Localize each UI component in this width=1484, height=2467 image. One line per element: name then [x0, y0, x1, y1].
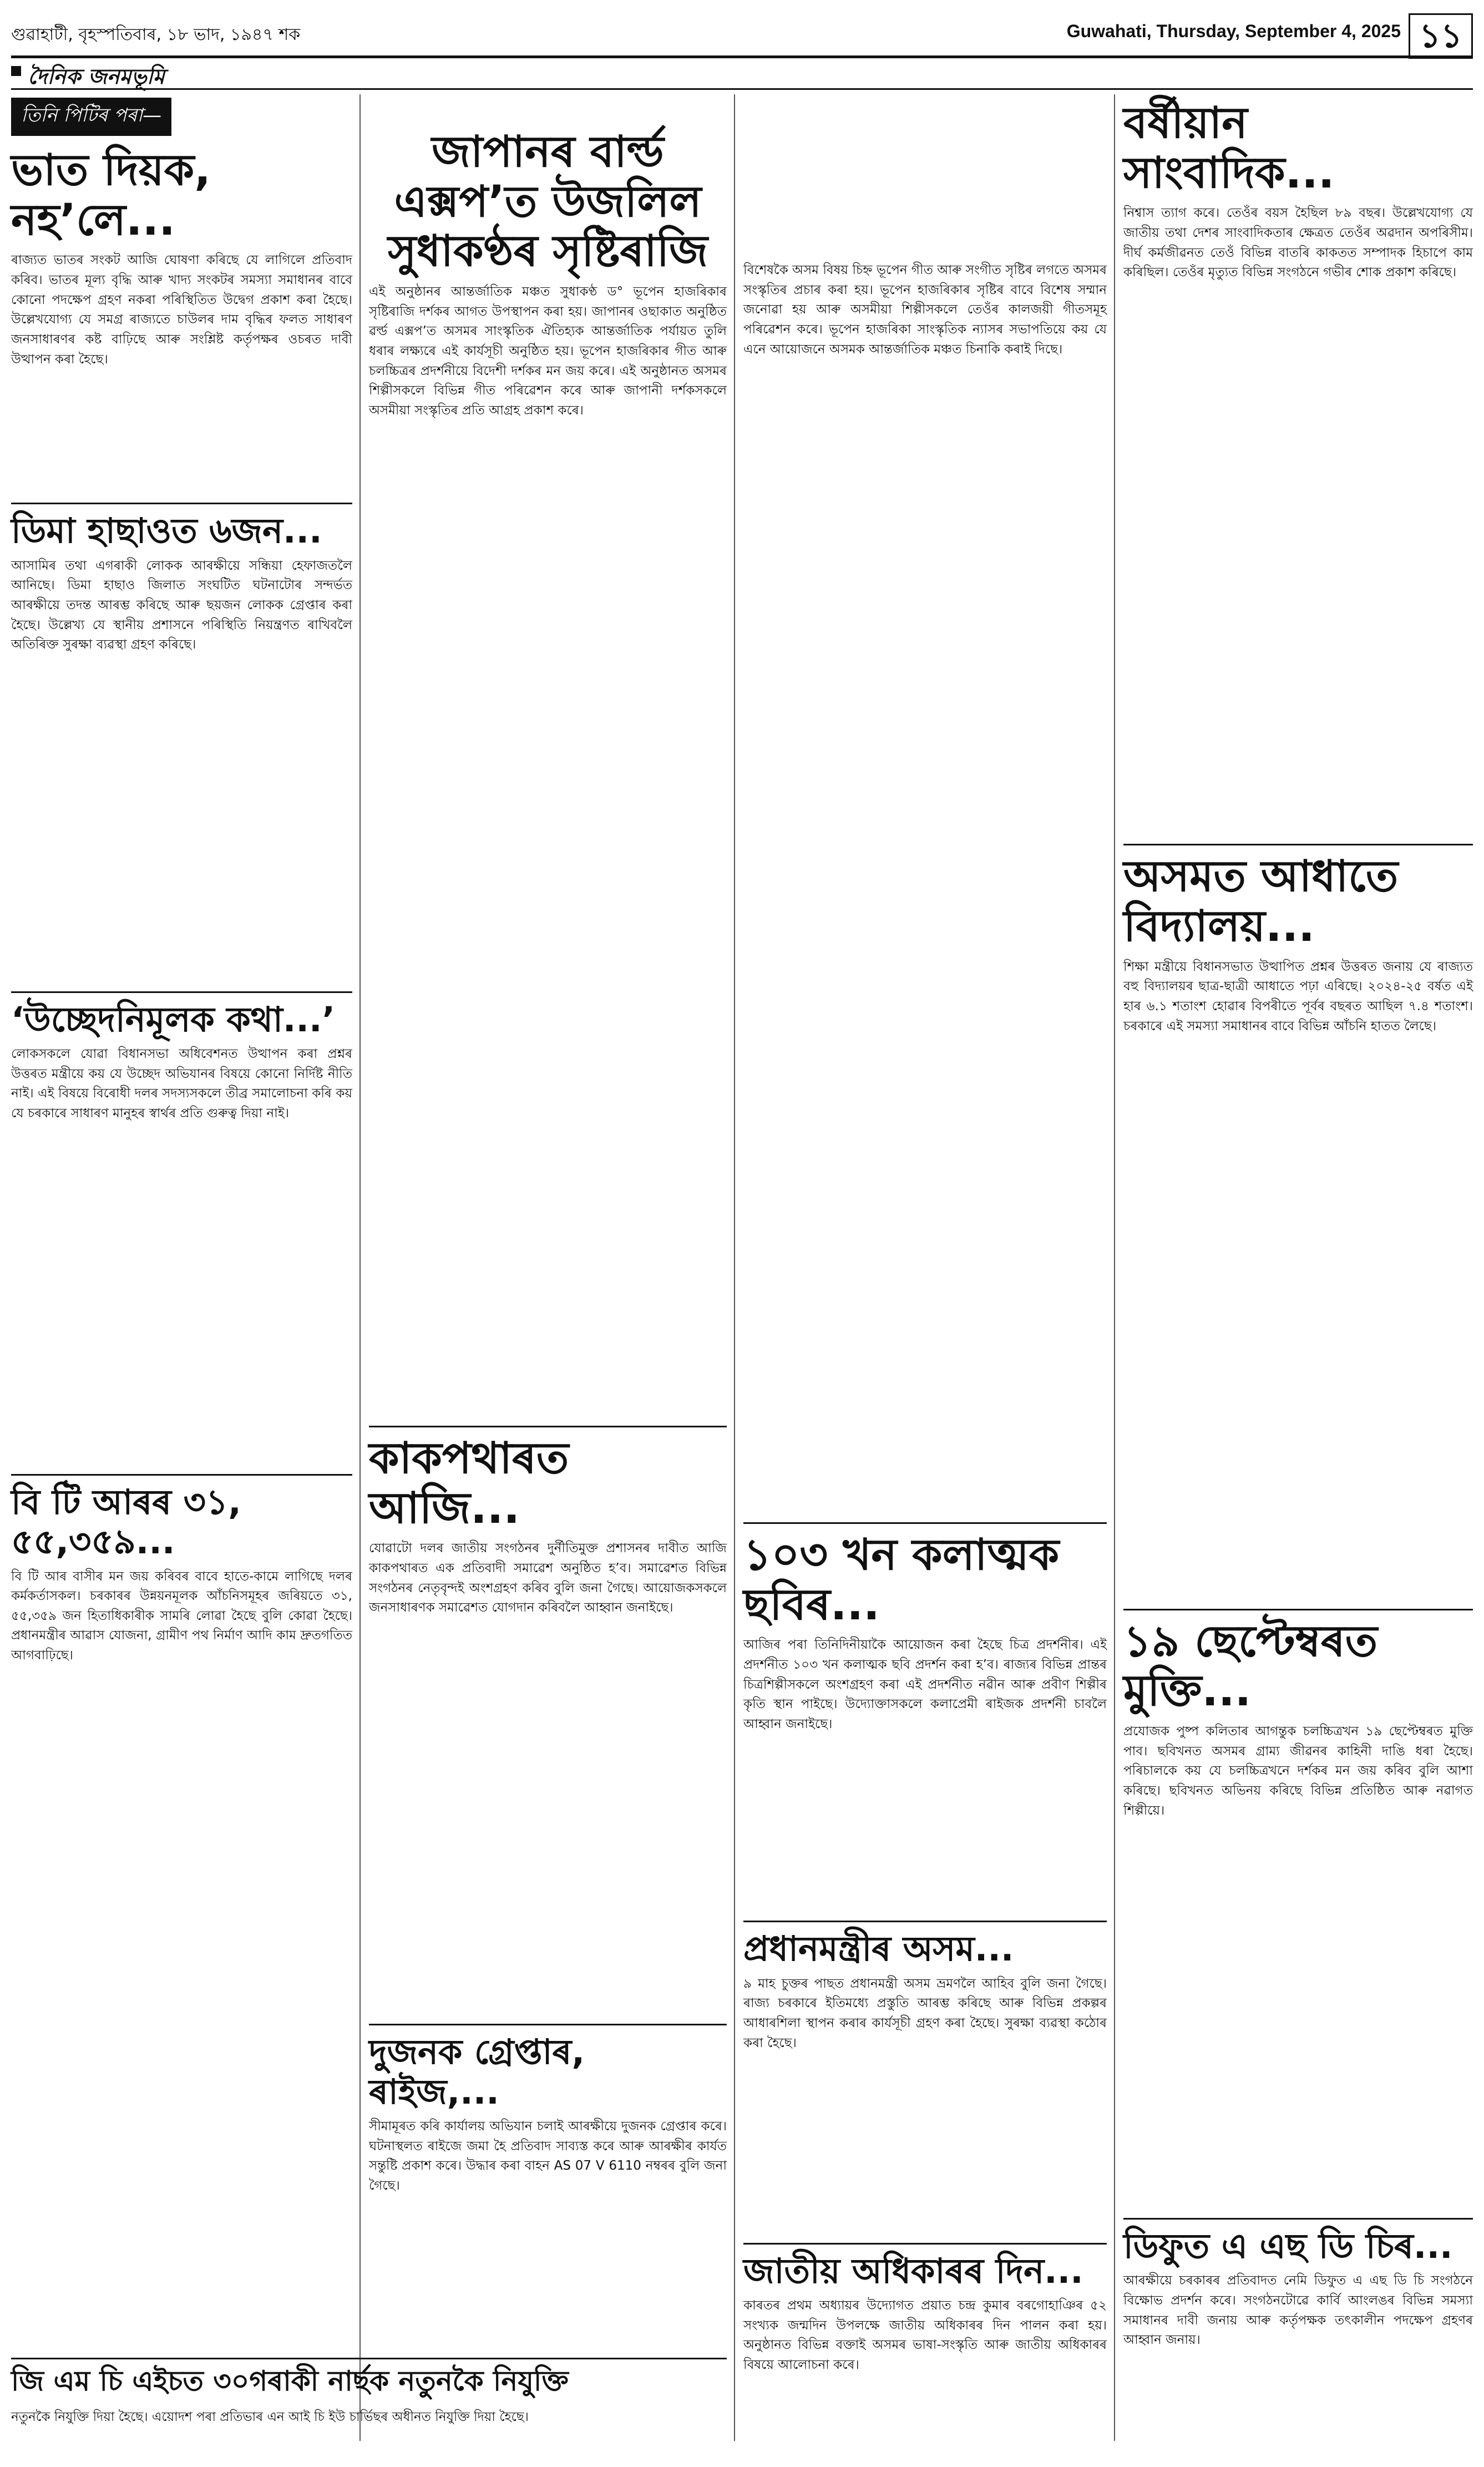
- column-1: [11, 94, 352, 2441]
- article-body: ৯ মাহ চুক্তৰ পাছত প্ৰধানমন্ত্ৰী অসম ভ্ৰমণলৈ আহিব বুলি জনা গৈছে। ৰাজ্য চৰকাৰে ইতিমধ্যে প্ৰস্তুতি আৰম্ভ কৰিছে আৰু বিভিন্ন প্ৰকল্পৰ আধাৰশিলা স্থাপন কৰাৰ কাৰ্যসূচী গ্ৰহণ কৰা হৈছে। সুৰক্ষা ব্যৱস্থা কঠোৰ কৰা হৈছে।: [743, 1976, 1107, 2050]
- divider: [11, 503, 352, 504]
- article-body: নতুনকৈ নিযুক্তি দিয়া হৈছে। এয়োদশ পৰা প্ৰতিভাৰ এন আই চি ইউ চাৰ্ভিছৰ অধীনত নিযুক্তি দিয়া হৈছে।: [11, 2410, 529, 2424]
- section-kicker: তিনি পিটিৰ পৰা—: [11, 98, 171, 136]
- divider: [1123, 844, 1473, 845]
- divider: [743, 1921, 1107, 1922]
- divider: [11, 1474, 352, 1476]
- paper-name: দৈনিক জনমভূমি: [28, 64, 165, 89]
- divider: [1123, 2218, 1473, 2220]
- headline-jatiya-adhikar: জাতীয় অধিকাৰৰ দিন...: [743, 2250, 1083, 2291]
- headline-pm-assam: প্ৰধানমন্ত্ৰীৰ অসম...: [743, 1928, 1014, 1969]
- headline-103-paintings: ১০৩ খন কলাত্মক ছবিৰ...: [743, 1530, 1060, 1630]
- headline-diphu: ডিফুত এ এছ ডি চিৰ...: [1123, 2226, 1453, 2267]
- article-body: লোকসকলে যোৱা বিধানসভা অধিবেশনত উত্থাপন কৰা প্ৰশ্নৰ উত্তৰত মন্ত্ৰীয়ে কয় যে উচ্ছেদ অভিযানৰ বিষয়ে কোনো নিৰ্দিষ্ট নীতি নাই। এই বিষয়ে বিৰোধী দলৰ সদস্যসকলে তীব্ৰ সমালোচনা কৰি কয় যে চৰকাৰে সাধাৰণ মানুহৰ স্বাৰ্থৰ প্ৰতি গুৰুত্ব দিয়া নাই।: [11, 1046, 352, 1121]
- headline-arrest: দুজনক গ্ৰেপ্তাৰ, ৰাইজ,...: [369, 2032, 585, 2112]
- newspaper-page: [11, 11, 1473, 2456]
- headline-school-dropout: অসমত আধাতে বিদ্যালয়...: [1123, 852, 1399, 952]
- article-body: শিক্ষা মন্ত্ৰীয়ে বিধানসভাত উত্থাপিত প্ৰশ্নৰ উত্তৰত জনায় যে ৰাজ্যত বহু বিদ্যালয়ৰ ছাত্ৰ-ছাত্ৰী আধাতে পঢ়া এৰিছে। ২০২৪-২৫ বৰ্ষত এই হাৰ ৬.১ শতাংশ হোৱাৰ বিপৰীতে পূৰ্বৰ বছৰত আছিল ৭.৪ শতাংশ। চৰকাৰে এই সমস্যা সমাধানৰ বাবে বিভিন্ন আঁচনি হাতত লৈছে।: [1123, 959, 1473, 1034]
- divider: [743, 1522, 1107, 1524]
- column-divider: [734, 94, 735, 2441]
- article-body: বি টি আৰ বাসীৰ মন জয় কৰিবৰ বাবে হাতে-কামে লাগিছে দলৰ কৰ্মকৰ্তাসকল। চৰকাৰৰ উন্নয়নমূলক আঁচনিসমূহৰ জৰিয়তে ৩১, ৫৫,৩৫৯ জন হিতাধিকাৰীক সামৰি লোৱা হৈছে বুলি কোৱা হৈছে। প্ৰধানমন্ত্ৰীৰ আৱাস যোজনা, গ্ৰামীণ পথ নিৰ্মাণ আদি কাম দ্ৰুতগতিত আগবাঢ়িছে।: [11, 1569, 352, 1663]
- column-divider: [1114, 94, 1115, 2441]
- column-4: [1123, 94, 1473, 2441]
- article-body: ৰাজ্যত ভাতৰ সংকট আজি ঘোষণা কৰিছে যে লাগিলে প্ৰতিবাদ কৰিব। ভাতৰ মূল্য বৃদ্ধি আৰু খাদ্য সংকটৰ সমস্যা সমাধানৰ বাবে কোনো পদক্ষেপ গ্ৰহণ নকৰা পৰিস্থিতিত উদ্বেগ প্ৰকাশ কৰা হৈছে। উল্লেখযোগ্য যে সমগ্ৰ ৰাজ্যতে চাউলৰ দাম বৃদ্ধিৰ ফলত সাধাৰণ জনসাধাৰণৰ কষ্ট বাঢ়িছে আৰু সংশ্লিষ্ট কৰ্তৃপক্ষৰ ওচৰত দাবী উত্থাপন কৰা হৈছে।: [11, 253, 352, 367]
- column-divider: [359, 94, 361, 2441]
- column-3: [743, 94, 1107, 2441]
- article-body: আজিৰ পৰা তিনিদিনীয়াকৈ আয়োজন কৰা হৈছে চিত্ৰ প্ৰদৰ্শনীৰ। এই প্ৰদৰ্শনীত ১০৩ খন কলাত্মক ছবি প্ৰদৰ্শন কৰা হ’ব। ৰাজ্যৰ বিভিন্ন প্ৰান্তৰ চিত্ৰশিল্পীসকলে অংশগ্ৰহণ কৰা এই প্ৰদৰ্শনীত নৱীন আৰু প্ৰবীণ শিল্পীৰ কৃতি স্থান পাইছে। উদ্যোক্তাসকলে কলাপ্ৰেমী ৰাইজক প্ৰদৰ্শনী চাবলৈ আহ্বান জনাইছে।: [743, 1638, 1107, 1731]
- headline-bhat-diyok: ভাত দিয়ক, নহ’লে...: [11, 145, 211, 245]
- column-2-lower: [369, 1420, 727, 2193]
- article-body: আসামিৰ তথা এগৰাকী লোকক আৰক্ষীয়ে সন্ধিয়া হেফাজতলৈ আনিছে। ডিমা হাছাও জিলাত সংঘটিত ঘটনাটোৰ সন্দৰ্ভত আৰক্ষীয়ে তদন্ত আৰম্ভ কৰিছে আৰু ছয়জন লোকক গ্ৰেপ্তাৰ কৰা হৈছে। উল্লেখ্য যে স্থানীয় প্ৰশাসনে পৰিস্থিতি নিয়ন্ত্ৰণত ৰাখিবলৈ অতিৰিক্ত সুৰক্ষা ব্যৱস্থা গ্ৰহণ কৰিছে।: [11, 558, 352, 652]
- headline-film-release: ১৯ ছেপ্টেম্বৰত মুক্তি...: [1123, 1616, 1378, 1716]
- article-body-continued: বিশেষকৈ অসম বিষয় চিহ্ন ভূপেন গীত আৰু সংগীত সৃষ্টিৰ লগতে অসমৰ সংস্কৃতিৰ প্ৰচাৰ কৰা হয়। ভূপেন হাজৰিকাৰ সৃষ্টিৰ বাবে বিশেষ সম্মান জনোৱা হয় আৰু অসমীয়া শিল্পীসকলে তেওঁৰ কালজয়ী গীতসমূহ পৰিৱেশন কৰে। ভূপেন হাজৰিকা সাংস্কৃতিক ন্যাসৰ সভাপতিয়ে কয় যে এনে আয়োজনে অসমক আন্তৰ্জাতিক মঞ্চত চিনাকি কৰাই দিছে।: [743, 263, 1107, 357]
- divider: [369, 1426, 727, 1427]
- date-line-english: Guwahati, Thursday, September 4, 2025: [1066, 21, 1401, 41]
- article-body: সীমামূৰত কৰি কাৰ্যালয় অভিযান চলাই আৰক্ষীয়ে দুজনক গ্ৰেপ্তাৰ কৰে। ঘটনাস্থলত ৰাইজে জমা হৈ প্ৰতিবাদ সাব্যস্ত কৰে আৰু আৰক্ষীৰ কাৰ্যত সন্তুষ্টি প্ৰকাশ কৰে। উদ্ধাৰ কৰা বাহন AS 07 V 6110 নম্বৰৰ বুলি জনা গৈছে।: [369, 2119, 727, 2193]
- brand-bar: [11, 55, 1473, 90]
- divider: [11, 2358, 727, 2359]
- column-2: [369, 94, 727, 1398]
- headline-kakopathar: কাকপথাৰত আজি...: [369, 1433, 569, 1533]
- divider: [11, 991, 352, 993]
- article-body: যোৱাটো দলৰ জাতীয় সংগঠনৰ দুৰ্নীতিমুক্ত প্ৰশাসনৰ দাবীত আজি কাকপথাৰত এক প্ৰতিবাদী সমাৱেশ অনুষ্ঠিত হ’ব। সমাৱেশত বিভিন্ন সংগঠনৰ নেতৃবৃন্দই অংশগ্ৰহণ কৰিব বুলি জনা গৈছে। আয়োজকসকলে জনসাধাৰণক সমাৱেশত যোগদান কৰিবলৈ আহ্বান জনাইছে।: [369, 1541, 727, 1615]
- article-body: কাৰতৰ প্ৰথম অধ্যায়ৰ উদ্যোগত প্ৰয়াত চন্দ্ৰ কুমাৰ বৰগোহাঞিৰ ৫২ সংখ্যক জন্মদিন উপলক্ষে জাতীয় অধিকাৰৰ দিন পালন কৰা হয়। অনুষ্ঠানত বিভিন্ন বক্তাই অসমৰ ভাষা-সংস্কৃতি আৰু জাতীয় অধিকাৰৰ বিষয়ে আলোচনা কৰে।: [743, 2298, 1107, 2372]
- brand-bullet-icon: [11, 66, 21, 76]
- article-body: আৰক্ষীয়ে চৰকাৰৰ প্ৰতিবাদত নেমি ডিফুত এ এছ ডি চি সংগঠনে বিক্ষোভ প্ৰদৰ্শন কৰে। সংগঠনটোৱে কাৰ্বি আংলঙৰ বিভিন্ন সমস্যা সমাধানৰ দাবী জনায় আৰু কৰ্তৃপক্ষক তৎকালীন পদক্ষেপ গ্ৰহণৰ আহ্বান জনায়।: [1123, 2273, 1473, 2348]
- divider: [743, 2243, 1107, 2245]
- divider: [1123, 1609, 1473, 1610]
- divider: [369, 2024, 727, 2025]
- headline-nurses: জি এম চি এইচত ৩০গৰাকী নাৰ্ছক নতুনকৈ নিযুক্তি: [11, 2365, 569, 2397]
- page-number: ১১: [1409, 13, 1473, 59]
- headline-btr: বি টি আৰৰ ৩১, ৫৫,৩৫৯...: [11, 1481, 241, 1562]
- headline-japan-expo: জাপানৰ বাৰ্ল্ড এক্সপ’ত উজলিল সুধাকণ্ঠৰ সৃষ্টিৰাজি: [388, 127, 708, 277]
- headline-uchhed: ‘উচ্ছেদনিমূলক কথা...’: [11, 999, 336, 1040]
- article-body: প্ৰযোজক পুষ্প কলিতাৰ আগন্তুক চলচ্চিত্ৰখন ১৯ ছেপ্টেম্বৰত মুক্তি পাব। ছবিখনত অসমৰ গ্ৰাম্য জীৱনৰ কাহিনী দাঙি ধৰা হৈছে। পৰিচালকে কয় যে চলচ্চিত্ৰখনে দৰ্শকৰ মন জয় কৰিব বুলি আশা কৰিছে। ছবিখনত অভিনয় কৰিছে বিভিন্ন প্ৰতিষ্ঠিত আৰু নৱাগত শিল্পীয়ে।: [1123, 1724, 1473, 1818]
- headline-dima-hasao: ডিমা হাছাওত ৬জন...: [11, 510, 322, 551]
- masthead: [11, 11, 1473, 61]
- article-body: এই অনুষ্ঠানৰ আন্তৰ্জাতিক মঞ্চত সুধাকণ্ঠ ড° ভূপেন হাজৰিকাৰ সৃষ্টিৰাজি দৰ্শকৰ আগত উপস্থাপন কৰা হয়। জাপানৰ ওছাকাত অনুষ্ঠিত ৱৰ্ল্ড এক্সপ’ত অসমৰ সাংস্কৃতিক ঐতিহ্যক আন্তৰ্জাতিক পৰ্যায়ত তুলি ধৰাৰ লক্ষ্যৰে এই কাৰ্যসূচী অনুষ্ঠিত হয়। ভূপেন হাজৰিকাৰ গীত আৰু চলচ্চিত্ৰৰ প্ৰদৰ্শনীয়ে বিদেশী দৰ্শকৰ মন জয় কৰে। এই অনুষ্ঠানত অসমৰ শিল্পীসকলে বিভিন্ন গীত পৰিৱেশন কৰে আৰু জাপানী দৰ্শকসকলে অসমীয়া সংস্কৃতিৰ প্ৰতি আগ্ৰহ প্ৰকাশ কৰে।: [369, 285, 727, 418]
- date-line-assamese: গুৱাহাটী, বৃহস্পতিবাৰ, ১৮ ভাদ, ১৯৪৭ শক: [11, 25, 301, 44]
- article-body: নিশ্বাস ত্যাগ কৰে। তেওঁৰ বয়স হৈছিল ৮৯ বছৰ। উল্লেখযোগ্য যে জাতীয় তথা দেশৰ সাংবাদিকতাৰ ক্ষেত্ৰত তেওঁৰ অৱদান অপৰিসীম। দীৰ্ঘ কৰ্মজীৱনত তেওঁ বিভিন্ন বাতৰি কাকতত সম্পাদক হিচাপে কাম কৰিছিল। তেওঁৰ মৃত্যুত বিভিন্ন সংগঠনে গভীৰ শোক প্ৰকাশ কৰিছে।: [1123, 206, 1473, 280]
- headline-veteran-journalist: বৰ্ষীয়ান সাংবাদিক...: [1123, 98, 1335, 198]
